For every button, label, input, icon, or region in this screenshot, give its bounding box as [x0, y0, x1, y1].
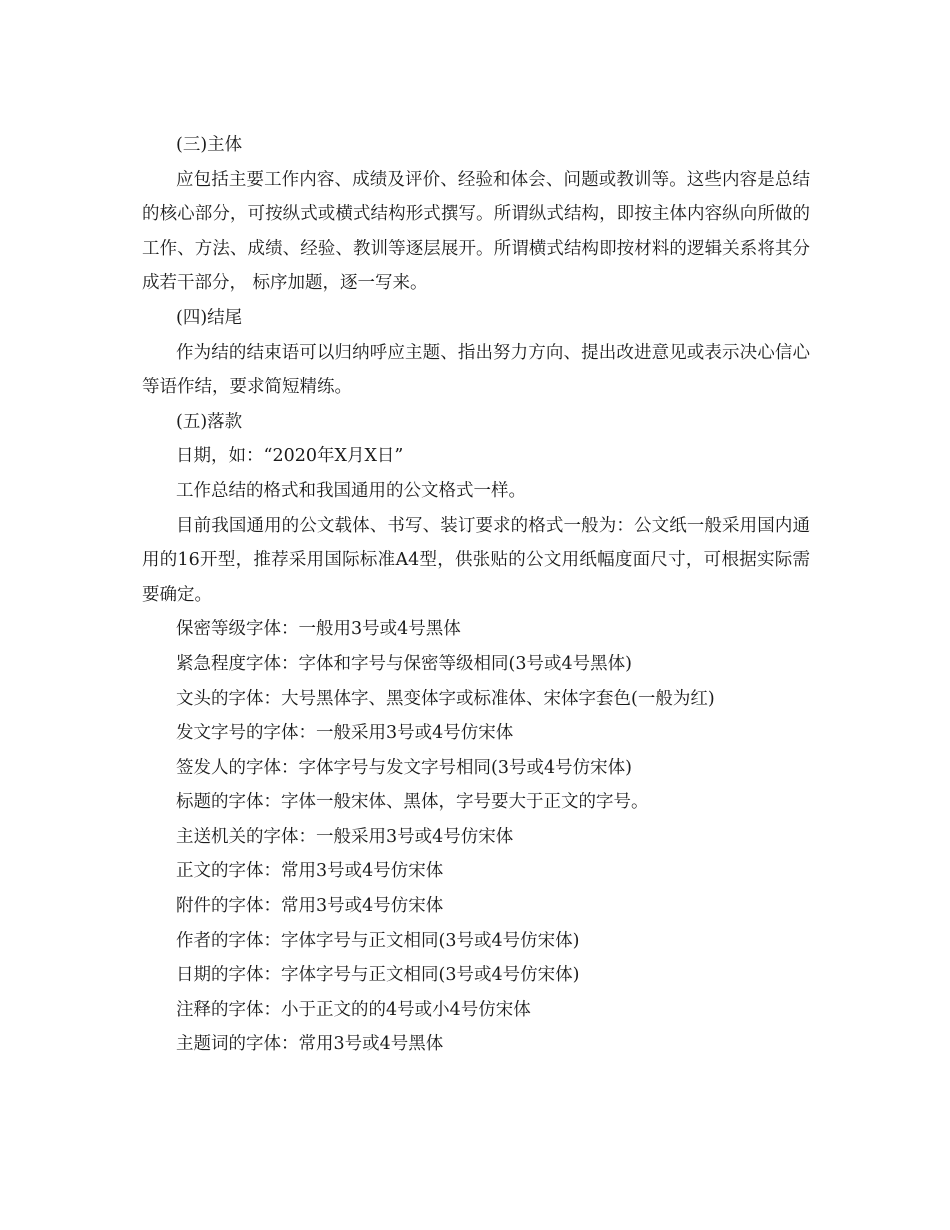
list-item-font-spec: 正文的字体：常用3号或4号仿宋体: [176, 861, 444, 882]
list-item-font-spec: 发文字号的字体：一般采用3号或4号仿宋体: [176, 723, 514, 744]
list-item-font-spec: 作者的字体：字体字号与正文相同(3号或4号仿宋体): [176, 930, 580, 951]
list-item-font-spec: 注释的字体：小于正文的的4号或小4号仿宋体: [176, 999, 531, 1020]
paragraph-date-example: 日期，如：“2020年X月X日”: [176, 446, 404, 467]
list-item-font-spec: 紧急程度字体：字体和字号与保密等级相同(3号或4号黑体): [176, 653, 632, 674]
section-heading-signature: (五)落款: [176, 411, 243, 432]
list-item-font-spec: 文头的字体：大号黑体字、黑变体字或标准体、宋体字套色(一般为红): [176, 688, 715, 709]
section-heading-ending: (四)结尾: [176, 307, 243, 328]
list-item-font-spec: 日期的字体：字体字号与正文相同(3号或4号仿宋体): [176, 965, 580, 986]
list-item-font-spec: 附件的字体：常用3号或4号仿宋体: [176, 896, 444, 917]
list-item-font-spec: 签发人的字体：字体字号与发文字号相同(3号或4号仿宋体): [176, 757, 632, 778]
list-item-font-spec: 保密等级字体：一般用3号或4号黑体: [176, 619, 461, 640]
list-item-font-spec: 主题词的字体：常用3号或4号黑体: [176, 1034, 444, 1055]
paragraph-ending-description: 作为结的结束语可以归纳呼应主题、指出努力方向、提出改进意见或表示决心信心等语作结，要求简短精练。: [142, 342, 810, 398]
paragraph-paper-format: 目前我国通用的公文载体、书写、装订要求的格式一般为：公文纸一般采用国内通用的16开型，推荐采用国际标准A4型，供张贴的公文用纸幅度面尺寸，可根据实际需要确定。: [142, 515, 810, 605]
list-item-font-spec: 主送机关的字体：一般采用3号或4号仿宋体: [176, 826, 514, 847]
list-item-font-spec: 标题的字体：字体一般宋体、黑体，字号要大于正文的字号。: [176, 792, 649, 813]
paragraph-format-note: 工作总结的格式和我国通用的公文格式一样。: [176, 480, 526, 501]
paragraph-main-body-description: 应包括主要工作内容、成绩及评价、经验和体会、问题或教训等。这些内容是总结的核心部分，可按纵式或横式结构形式撰写。所谓纵式结构，即按主体内容纵向所做的工作、方法、成绩、经验、教训等逐层展开。所谓横式结构即按材料的逻辑关系将其分成若干部分， 标序加题，逐一写来。: [142, 169, 810, 294]
section-heading-main-body: (三)主体: [176, 135, 243, 155]
document-body: [142, 128, 810, 1062]
